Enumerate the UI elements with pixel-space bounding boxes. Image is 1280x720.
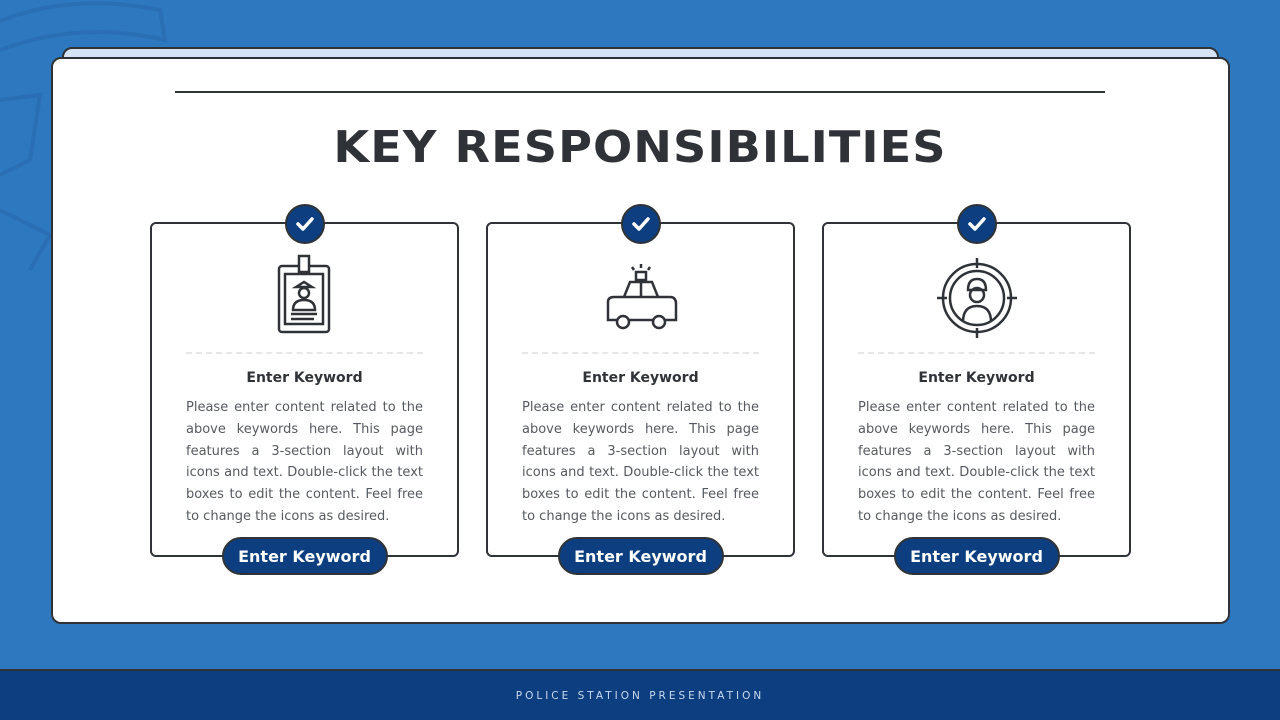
footer-text: POLICE STATION PRESENTATION [515, 689, 765, 702]
enter-keyword-button[interactable]: Enter Keyword [558, 537, 724, 575]
card-body: Please enter content related to the above keywords here. This page features a 3-section layout with icons and text. Double-click the text boxes to edit the content. Feel free to change the icons as desired. [186, 400, 423, 524]
target-suspect-icon [932, 252, 1022, 342]
dashed-divider [858, 352, 1095, 354]
card-2 [486, 222, 795, 566]
police-car-icon [596, 252, 686, 342]
card-body: Please enter content related to the above keywords here. This page features a 3-section layout with icons and text. Double-click the text boxes to edit the content. Feel free to change the icons as desired. [858, 400, 1095, 524]
card-keyword: Enter Keyword [582, 370, 699, 386]
page-title: KEY RESPONSIBILITIES [333, 122, 947, 173]
check-icon [621, 204, 661, 244]
card-keyword: Enter Keyword [246, 370, 363, 386]
card-body: Please enter content related to the above keywords here. This page features a 3-section layout with icons and text. Double-click the text boxes to edit the content. Feel free to change the icons as desired. [522, 400, 759, 524]
dashed-divider [186, 352, 423, 354]
check-icon [285, 204, 325, 244]
footer [0, 669, 1280, 720]
check-icon [957, 204, 997, 244]
enter-keyword-button[interactable]: Enter Keyword [894, 537, 1060, 575]
dashed-divider [522, 352, 759, 354]
enter-keyword-button[interactable]: Enter Keyword [222, 537, 388, 575]
card-1 [150, 222, 459, 566]
card-keyword: Enter Keyword [918, 370, 1035, 386]
police-id-badge-icon [260, 252, 350, 342]
card-3 [822, 222, 1131, 566]
divider [175, 91, 1105, 93]
